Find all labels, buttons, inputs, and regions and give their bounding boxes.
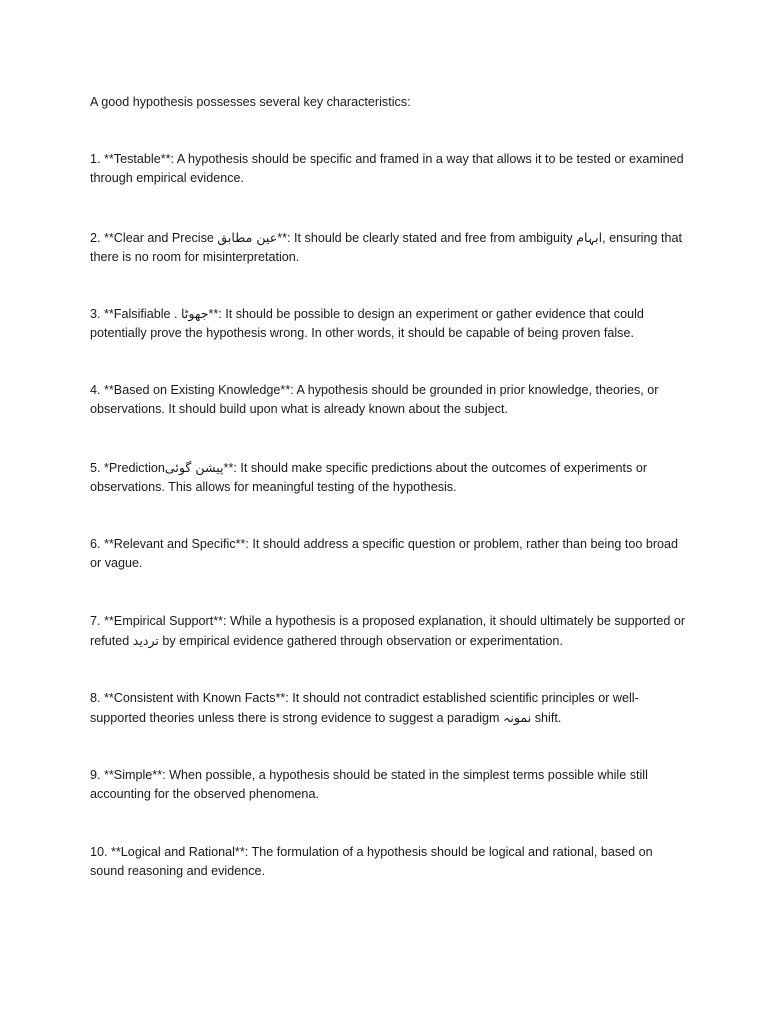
urdu-term: نمونہ [503,710,532,725]
list-item-relevant-specific [90,535,690,573]
item-text: by empirical evidence gathered through observation or experimentation. [158,634,563,648]
item-text: 8. **Consistent with Known Facts**: It should not contradict established scientific principles or well-supported theories unless there is strong evidence to suggest a paradigm [90,691,639,725]
list-item-empirical-support [90,612,690,651]
list-item-falsifiable [90,304,690,343]
item-text: 10. **Logical and Rational**: The formulation of a hypothesis should be logical and rational, based on sound reasoning and evidence. [90,845,653,878]
item-text: 1. **Testable**: A hypothesis should be specific and framed in a way that allows it to be tested or examined through empirical evidence. [90,152,684,185]
item-text: 3. **Falsifiable . [90,307,181,321]
item-text: 9. **Simple**: When possible, a hypothesis should be stated in the simplest terms possible while still accounting for the observed phenomena. [90,768,648,801]
list-item-clear-and-precise [90,228,690,267]
item-text: 6. **Relevant and Specific**: It should address a specific question or problem, rather than being too broad or vague. [90,537,679,570]
list-item-logical-rational [90,843,690,881]
urdu-term: ابہام [576,230,603,245]
item-text: **: It should make specific predictions about the outcomes of experiments or observations. This allows for meaningful testing of the hypothesis. [90,461,648,494]
urdu-term: عین مطابق [217,230,278,245]
item-text: 5. *Prediction [90,461,165,475]
list-item-prediction [90,458,690,497]
urdu-term: جھوٹا [181,306,209,321]
item-text: 7. **Empirical Support**: While a hypothesis is a proposed explanation, it should ultimately be supported or refuted [90,614,686,648]
item-text: **: It should be possible to design an experiment or gather evidence that could potentially prove the hypothesis wrong. In other words, it should be capable of being proven false. [90,307,644,340]
intro-paragraph: A good hypothesis possesses several key characteristics: [90,95,411,109]
item-text: **: It should be clearly stated and free from ambiguity [277,231,577,245]
list-item-consistent-facts [90,689,690,728]
list-item-simple [90,766,690,804]
list-item-testable [90,150,690,188]
item-text: 4. **Based on Existing Knowledge**: A hypothesis should be grounded in prior knowledge, theories, or observations. It should build upon what is already known about the subject. [90,383,659,416]
item-text: shift. [531,711,562,725]
item-text: , ensuring that there is no room for misinterpretation. [90,231,682,264]
list-item-existing-knowledge [90,381,690,419]
urdu-term: تردید [132,633,159,648]
item-text: 2. **Clear and Precise [90,231,218,245]
urdu-term: پیشن گوئی [164,460,224,475]
